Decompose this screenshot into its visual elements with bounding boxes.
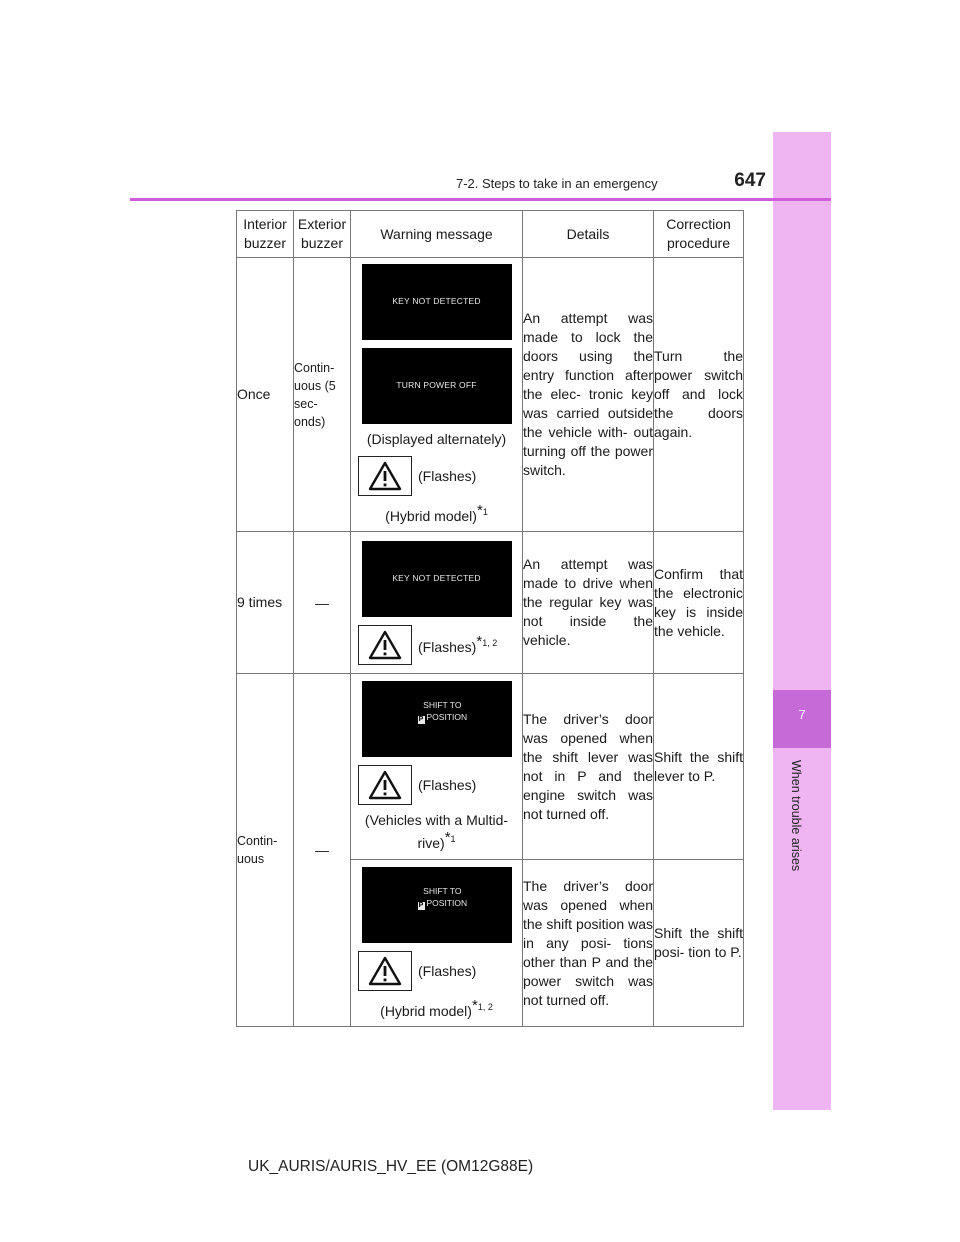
warning-light-row <box>358 765 522 805</box>
side-tab-strip <box>773 132 831 1110</box>
warning-message-cell <box>351 860 523 1027</box>
screen-text: SHIFT TO P POSITION <box>418 700 468 723</box>
correction-cell: Shift the shift lever to P. <box>654 674 744 860</box>
table-row <box>237 532 744 674</box>
correction-cell: Shift the shift posi- tion to P. <box>654 860 744 1027</box>
header-details: Details <box>523 211 654 258</box>
table-header-row <box>237 211 744 258</box>
screen-text: SHIFT TO P POSITION <box>418 885 468 909</box>
warning-light-row <box>358 625 522 665</box>
model-note: (Vehicles with a Multid- rive)$^{*1}$ <box>364 812 509 851</box>
flash-label: (Flashes) <box>418 777 477 793</box>
table-row <box>237 674 744 860</box>
header-interior-buzzer: Interior buzzer <box>237 211 294 258</box>
display-screen <box>362 867 512 943</box>
header-rule <box>130 198 831 201</box>
chapter-label: When trouble arises <box>789 760 803 872</box>
details-cell: An attempt was made to drive when the regular key was not inside the vehicle. <box>523 532 654 674</box>
exterior-buzzer-cell: — <box>294 674 351 1027</box>
section-title: 7-2. Steps to take in an emergency <box>456 176 658 191</box>
p-position-icon: P <box>418 716 424 723</box>
details-cell: An attempt was made to lock the doors using the entry function after the elec- tronic key was carried outside the vehicle with- out turning off the power switch. <box>523 258 654 532</box>
exterior-buzzer-cell: — <box>294 532 351 674</box>
flash-label: (Flashes) <box>418 962 477 979</box>
display-screen <box>362 681 512 757</box>
interior-buzzer-cell: Once <box>237 258 294 532</box>
warning-table <box>236 210 744 1027</box>
model-note: (Hybrid model)$^{*1, 2}$ <box>380 996 493 1019</box>
footer-manual-code: UK_AURIS/AURIS_HV_EE (OM12G88E) <box>248 1158 534 1175</box>
display-screen <box>362 348 512 424</box>
warning-triangle-icon <box>358 625 412 665</box>
screen-text: TURN POWER OFF <box>396 380 477 390</box>
warning-light-row <box>358 456 522 496</box>
interior-buzzer-cell: 9 times <box>237 532 294 674</box>
details-cell: The driver’s door was opened when the shift position was in any posi- tions other than P and the power switch was not turned off. <box>523 860 654 1027</box>
warning-triangle-icon <box>358 765 412 805</box>
model-note: (Hybrid model)$^{*1}$ <box>385 502 488 524</box>
page-number: 647 <box>734 170 766 191</box>
header-correction: Correction procedure <box>654 211 744 258</box>
flash-label: (Flashes) <box>418 468 477 484</box>
interior-buzzer-cell: Contin- uous <box>237 674 294 1027</box>
warning-message-cell <box>351 532 523 674</box>
flash-label: (Flashes)$^{*1, 2}$ <box>418 633 498 655</box>
correction-cell: Confirm that the electronic key is inside the vehicle. <box>654 532 744 674</box>
warning-light-row <box>358 951 522 991</box>
details-cell: The driver’s door was opened when the shift lever was not in P and the engine switch was not turned off. <box>523 674 654 860</box>
correction-cell: Turn the power switch off and lock the doors again. <box>654 258 744 532</box>
table-row <box>237 258 744 532</box>
header-warning-message: Warning message <box>351 211 523 258</box>
display-caption: (Displayed alternately) <box>366 431 507 447</box>
display-screen <box>362 541 512 617</box>
warning-message-cell <box>351 674 523 860</box>
exterior-buzzer-cell: Contin- uous (5 sec- onds) <box>294 258 351 532</box>
screen-text: KEY NOT DETECTED <box>392 572 481 583</box>
chapter-number: 7 <box>798 707 806 722</box>
header-exterior-buzzer: Exterior buzzer <box>294 211 351 258</box>
warning-triangle-icon <box>358 456 412 496</box>
screen-text: KEY NOT DETECTED <box>392 296 481 306</box>
display-screen <box>362 264 512 340</box>
p-position-icon: P <box>418 901 424 909</box>
warning-triangle-icon <box>358 951 412 991</box>
warning-message-cell <box>351 258 523 532</box>
